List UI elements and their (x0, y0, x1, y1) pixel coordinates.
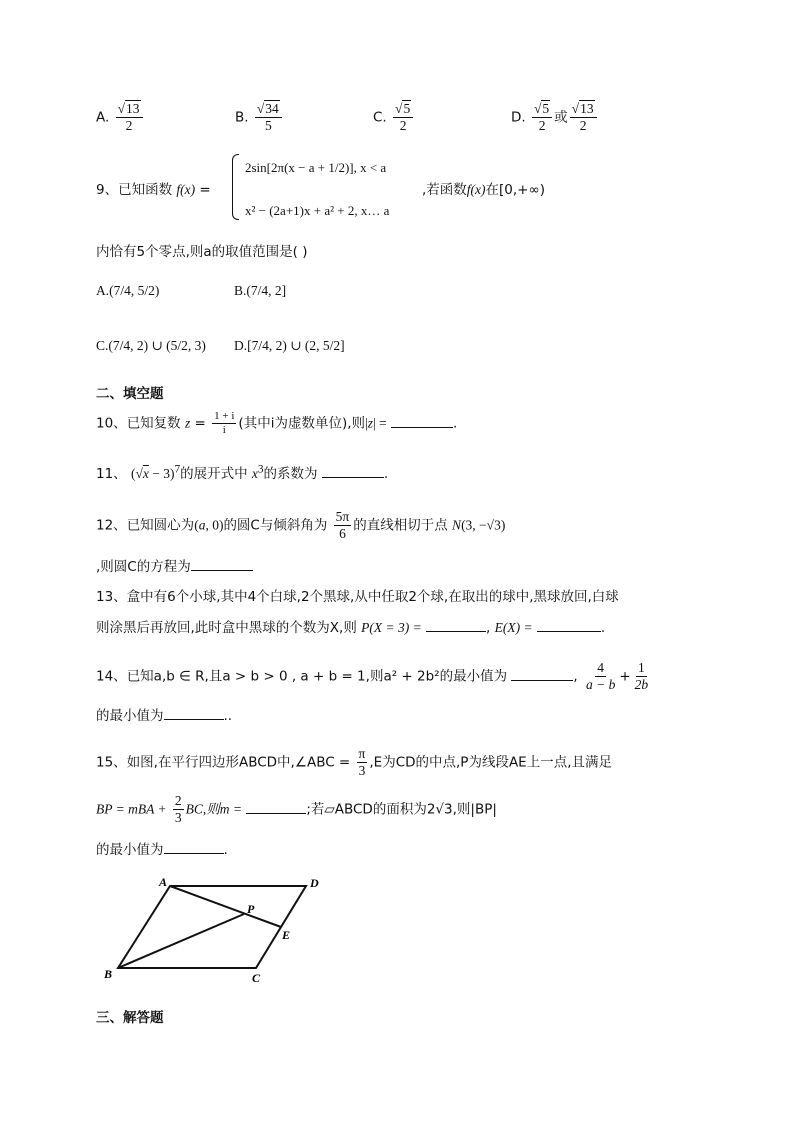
q12: 12、已知圆心为(a, 0)的圆C与倾斜角为 $\frac{5\pi}{6}$ 的直线相切于点 N(3, −√3) (96, 509, 506, 542)
q15-line3: 的最小值为 . (96, 842, 228, 858)
q10: 10、已知复数 z = $\frac{1 + i}{i}$ (其中i为虚数单位),则|z| = . (96, 410, 458, 437)
q14-blank-1[interactable] (511, 680, 573, 681)
section-3-title: 三、解答题 (96, 1010, 164, 1026)
q13-blank-e[interactable] (537, 631, 601, 632)
q14-blank-2[interactable] (164, 719, 224, 720)
q8-option-b: B. $\frac{√34}{5}$ (235, 101, 284, 134)
section-2-title: 二、填空题 (96, 386, 164, 402)
q9-case-1: 2sin[2π(x − a + 1/2)], x < a (245, 160, 387, 175)
q8-option-a: A. $\frac{√13}{2}$ (96, 101, 145, 134)
q14-line1: 14、已知a,b ∈ R,且a > b > 0 , a + b = 1,则a² + 2b²的最小值为 , $\frac{4}{a - b}$ + $\frac{1}{2b}$ (96, 660, 649, 693)
label-c: C (252, 971, 261, 985)
label-e: E (282, 928, 291, 942)
q14-line2: 的最小值为 .. (96, 708, 233, 724)
label-a: A (159, 875, 168, 889)
label-d: D (310, 876, 319, 890)
q13-line2: 则涂黑后再放回,此时盒中黑球的个数为X,则 P(X = 3) = , E(X) = . (96, 620, 606, 636)
q9-stem-tail: ,若函数f(x)在[0,+∞) (422, 182, 546, 198)
q15-line2: BP = mBA + $\frac{2}{3}$ BC,则m = ;若▱ABCD的面积为2√3,则|BP| (96, 793, 497, 826)
q9-piecewise-brace (232, 154, 239, 220)
parallelogram-figure (96, 872, 336, 992)
q9-case-2: x² − (2a+1)x + a² + 2, x… a (245, 203, 390, 218)
q8-option-c: C. $\frac{√5}{2}$ (373, 101, 415, 134)
q10-answer-blank[interactable] (391, 427, 453, 428)
q8-a-num: 13 (126, 101, 140, 116)
q9-stem: 9、已知函数 f(x) = (96, 182, 211, 198)
q11-answer-blank[interactable] (322, 477, 384, 478)
q9-option-d: D.[7/4, 2) ∪ (2, 5/2] (234, 338, 345, 353)
q11: 11、 $(√x - 3)^7$的展开式中 $x^3$的系数为 . (96, 463, 389, 482)
q12-line2: ,则圆C的方程为 (96, 555, 253, 575)
q13-blank-p[interactable] (426, 631, 486, 632)
q9-line2: 内恰有5个零点,则a的取值范围是( ) (96, 244, 308, 260)
q9-option-b: B.(7/4, 2] (234, 283, 287, 298)
q15-line1: 15、如图,在平行四边形ABCD中,∠ABC = $\frac{\pi}{3}$ ,E为CD的中点,P为线段AE上一点,且满足 (96, 746, 613, 779)
q13-line1: 13、盒中有6个小球,其中4个白球,2个黑球,从中任取2个球,在取出的球中,黑球放回,白球 (96, 589, 619, 605)
q9-option-c: C.(7/4, 2) ∪ (5/2, 3) (96, 338, 206, 353)
q15-blank-1[interactable] (246, 813, 306, 814)
label-p: P (247, 902, 255, 916)
segment-bp (118, 914, 244, 968)
q9-option-a: A.(7/4, 5/2) (96, 283, 160, 298)
q12-answer-blank[interactable] (191, 570, 253, 571)
q15-blank-2[interactable] (164, 853, 224, 854)
q8-option-d: D. $\frac{√5}{2}$ 或 $\frac{√13}{2}$ (511, 101, 599, 134)
label-b: B (104, 967, 113, 981)
